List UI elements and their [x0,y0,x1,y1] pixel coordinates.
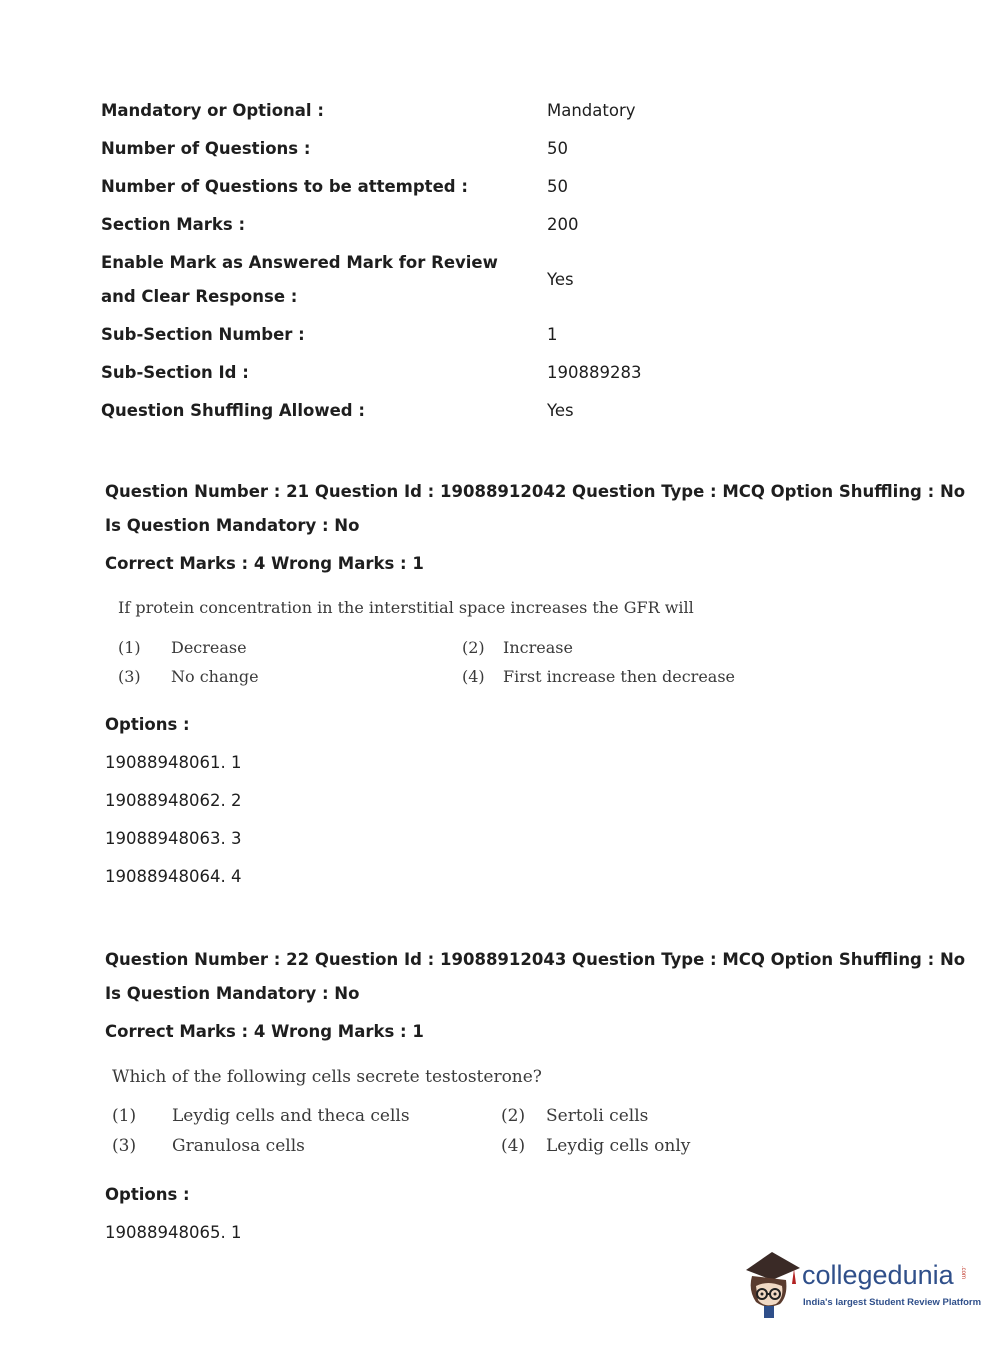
info-value: 50 [547,177,568,196]
choice-text: Sertoli cells [546,1106,649,1126]
logo-wordmark: collegedunia [802,1260,954,1290]
question-header: Question Number : 22 Question Id : 19088912043 Question Type : MCQ Option Shuffling : No [105,950,966,969]
info-value: 190889283 [547,363,642,382]
question-header: Question Number : 21 Question Id : 19088912042 Question Type : MCQ Option Shuffling : No [105,482,966,501]
option-item: 19088948063. 3 [105,829,242,848]
info-label: Sub-Section Id : [101,363,249,382]
info-label: Number of Questions to be attempted : [101,177,468,196]
choice-text: Granulosa cells [172,1136,305,1156]
choice-number: (1) [112,1106,137,1126]
choice-number: (3) [112,1136,137,1156]
info-value: Yes [547,401,574,420]
choice-number: (2) [462,638,485,657]
choice-number: (4) [501,1136,526,1156]
info-value: Mandatory [547,101,636,120]
option-item: 19088948065. 1 [105,1223,242,1242]
mascot-icon [742,1250,804,1320]
choice-number: (2) [501,1106,526,1126]
option-item: 19088948061. 1 [105,753,242,772]
options-label: Options : [105,715,190,734]
question-mandatory: Is Question Mandatory : No [105,984,360,1003]
question-text: If protein concentration in the interstitial space increases the GFR will [118,598,694,617]
choice-text: No change [171,667,259,686]
choice-number: (3) [118,667,141,686]
question-text: Which of the following cells secrete testosterone? [112,1067,542,1087]
option-item: 19088948064. 4 [105,867,242,886]
logo-tagline: India's largest Student Review Platform [803,1297,982,1308]
info-value: Yes [547,270,574,289]
logo-suffix: .com [960,1266,966,1280]
info-label: Mandatory or Optional : [101,101,324,120]
choice-text: Leydig cells only [546,1136,691,1156]
question-mandatory: Is Question Mandatory : No [105,516,360,535]
info-value: 1 [547,325,558,344]
choice-number: (4) [462,667,485,686]
info-label: Section Marks : [101,215,246,234]
info-label: Sub-Section Number : [101,325,305,344]
info-label: Enable Mark as Answered Mark for Review and Clear Response : [101,253,498,306]
choice-text: Increase [503,638,573,657]
choice-text: Decrease [171,638,247,657]
question-marks: Correct Marks : 4 Wrong Marks : 1 [105,1022,424,1041]
collegedunia-logo [742,1250,982,1320]
info-value: 200 [547,215,579,234]
choice-text: First increase then decrease [503,667,735,686]
choice-text: Leydig cells and theca cells [172,1106,410,1126]
info-label: Question Shuffling Allowed : [101,401,365,420]
info-value: 50 [547,139,568,158]
question-marks: Correct Marks : 4 Wrong Marks : 1 [105,554,424,573]
option-item: 19088948062. 2 [105,791,242,810]
options-label: Options : [105,1185,190,1204]
info-label: Number of Questions : [101,139,311,158]
choice-number: (1) [118,638,141,657]
